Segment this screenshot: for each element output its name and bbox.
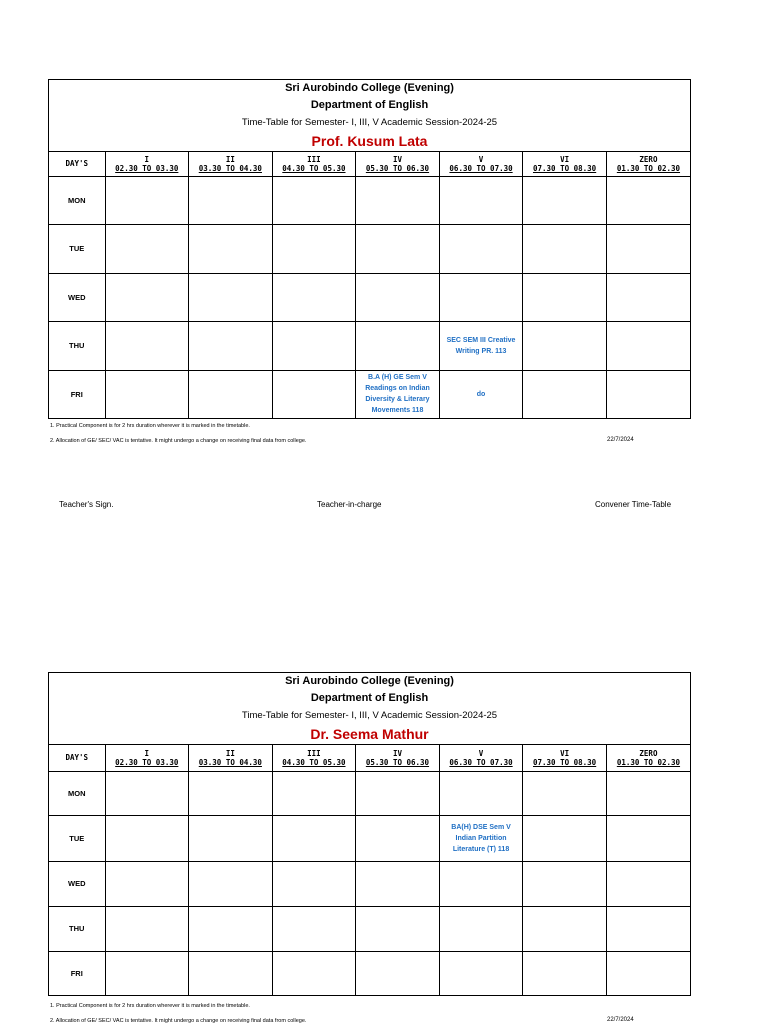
- cell: [356, 951, 440, 995]
- cell: [439, 771, 523, 815]
- convener-label: Convener Time-Table: [595, 500, 672, 509]
- cell: [189, 861, 273, 906]
- teacher-name: Dr. Seema Mathur: [310, 726, 429, 742]
- cell: [523, 771, 607, 815]
- cell: [272, 861, 356, 906]
- cell: [105, 176, 189, 224]
- day-label: MON: [49, 771, 105, 815]
- cell: [189, 273, 273, 321]
- cell: [105, 861, 189, 906]
- cell: [606, 771, 690, 815]
- cell: [523, 861, 607, 906]
- cell: [105, 815, 189, 861]
- day-label: TUE: [49, 224, 105, 273]
- cell: [105, 906, 189, 951]
- cell: [523, 321, 607, 370]
- period-header: II 03.30 TO 04.30: [189, 152, 273, 176]
- note-practical: 1. Practical Component is for 2 hrs duration wherever it is marked in the timetable.: [50, 423, 250, 429]
- cell: [523, 273, 607, 321]
- session-line: Time-Table for Semester- I, III, V Academic Session-2024-25: [241, 710, 498, 721]
- period-header: I 02.30 TO 03.30: [105, 152, 189, 176]
- cell: [606, 370, 690, 418]
- cell: [606, 906, 690, 951]
- cell: [606, 273, 690, 321]
- period-header: ZERO 01.30 TO 02.30: [606, 745, 690, 771]
- cell: [105, 224, 189, 273]
- cell: [189, 771, 273, 815]
- period-header: II 03.30 TO 04.30: [189, 745, 273, 771]
- day-label: WED: [49, 273, 105, 321]
- cell: [356, 224, 440, 273]
- timetable-header: [49, 673, 690, 745]
- period-header: IV 05.30 TO 06.30: [356, 152, 440, 176]
- note-allocation: 2. Allocation of GE/ SEC/ VAC is tentative. It might undergo a change on receiving final data from college.: [50, 1018, 307, 1024]
- table-row: [49, 321, 690, 370]
- cell: [439, 906, 523, 951]
- table-row: [49, 815, 690, 861]
- table-row: [49, 861, 690, 906]
- cell: [189, 815, 273, 861]
- table-row: [49, 370, 690, 418]
- cell: [356, 176, 440, 224]
- cell: [523, 951, 607, 995]
- table-row: [49, 176, 690, 224]
- days-header: DAY'S: [49, 745, 105, 771]
- day-label: FRI: [49, 951, 105, 995]
- cell: [523, 370, 607, 418]
- cell: [189, 906, 273, 951]
- note-date: 22/7/2024: [607, 437, 634, 443]
- department-name: Department of English: [310, 99, 429, 111]
- cell: [189, 224, 273, 273]
- day-label: FRI: [49, 370, 105, 418]
- cell: [606, 861, 690, 906]
- cell: [105, 273, 189, 321]
- cell: [105, 321, 189, 370]
- day-label: WED: [49, 861, 105, 906]
- period-header: VI 07.30 TO 08.30: [523, 152, 607, 176]
- cell: [272, 951, 356, 995]
- cell: [356, 815, 440, 861]
- cell: [105, 771, 189, 815]
- teacher-signature-label: Teacher's Sign.: [59, 500, 114, 509]
- cell: [356, 321, 440, 370]
- period-header: ZERO 01.30 TO 02.30: [606, 152, 690, 176]
- table-row: [49, 273, 690, 321]
- cell: [272, 321, 356, 370]
- cell: [606, 951, 690, 995]
- day-label: THU: [49, 321, 105, 370]
- table-row: [49, 951, 690, 995]
- cell: [105, 370, 189, 418]
- class-entry: SEC SEM III Creative Writing PR. 113: [439, 321, 523, 370]
- timetable-2: [48, 672, 691, 996]
- schedule-table: [49, 152, 690, 418]
- days-header: DAY'S: [49, 152, 105, 176]
- cell: [272, 176, 356, 224]
- period-header: I 02.30 TO 03.30: [105, 745, 189, 771]
- note-practical: 1. Practical Component is for 2 hrs duration wherever it is marked in the timetable.: [50, 1003, 250, 1009]
- class-entry: BA(H) DSE Sem V Indian Partition Literature (T) 118: [439, 815, 523, 861]
- cell: [439, 861, 523, 906]
- cell: [356, 771, 440, 815]
- note-date: 22/7/2024: [607, 1017, 634, 1023]
- day-label: TUE: [49, 815, 105, 861]
- table-row: [49, 771, 690, 815]
- college-name: Sri Aurobindo College (Evening): [285, 82, 454, 94]
- period-header: V 06.30 TO 07.30: [439, 152, 523, 176]
- class-entry: do: [439, 370, 523, 418]
- timetable-header: [49, 80, 690, 152]
- department-name: Department of English: [310, 692, 429, 704]
- cell: [439, 176, 523, 224]
- cell: [356, 273, 440, 321]
- cell: [523, 224, 607, 273]
- cell: [606, 321, 690, 370]
- header-row: [49, 745, 690, 771]
- cell: [439, 224, 523, 273]
- schedule-table: [49, 745, 690, 995]
- cell: [272, 224, 356, 273]
- class-entry: B.A (H) GE Sem V Readings on Indian Diversity & Literary Movements 118: [356, 370, 440, 418]
- cell: [189, 951, 273, 995]
- day-label: THU: [49, 906, 105, 951]
- period-header: V 06.30 TO 07.30: [439, 745, 523, 771]
- teacher-name: Prof. Kusum Lata: [311, 133, 428, 149]
- period-header: III 04.30 TO 05.30: [272, 745, 356, 771]
- table-row: [49, 906, 690, 951]
- cell: [439, 951, 523, 995]
- period-header: VI 07.30 TO 08.30: [523, 745, 607, 771]
- period-header: III 04.30 TO 05.30: [272, 152, 356, 176]
- cell: [606, 224, 690, 273]
- teacher-in-charge-label: Teacher-in-charge: [317, 500, 382, 509]
- cell: [272, 906, 356, 951]
- cell: [606, 176, 690, 224]
- header-row: [49, 152, 690, 176]
- session-line: Time-Table for Semester- I, III, V Academic Session-2024-25: [241, 117, 498, 128]
- cell: [272, 771, 356, 815]
- table-row: [49, 224, 690, 273]
- cell: [272, 815, 356, 861]
- cell: [523, 176, 607, 224]
- note-allocation: 2. Allocation of GE/ SEC/ VAC is tentative. It might undergo a change on receiving final data from college.: [50, 438, 307, 444]
- cell: [105, 951, 189, 995]
- day-label: MON: [49, 176, 105, 224]
- cell: [356, 906, 440, 951]
- cell: [606, 815, 690, 861]
- college-name: Sri Aurobindo College (Evening): [285, 675, 454, 687]
- cell: [189, 176, 273, 224]
- timetable-1: [48, 79, 691, 419]
- cell: [523, 906, 607, 951]
- cell: [189, 370, 273, 418]
- cell: [439, 273, 523, 321]
- period-header: IV 05.30 TO 06.30: [356, 745, 440, 771]
- cell: [189, 321, 273, 370]
- cell: [523, 815, 607, 861]
- cell: [272, 370, 356, 418]
- cell: [272, 273, 356, 321]
- cell: [356, 861, 440, 906]
